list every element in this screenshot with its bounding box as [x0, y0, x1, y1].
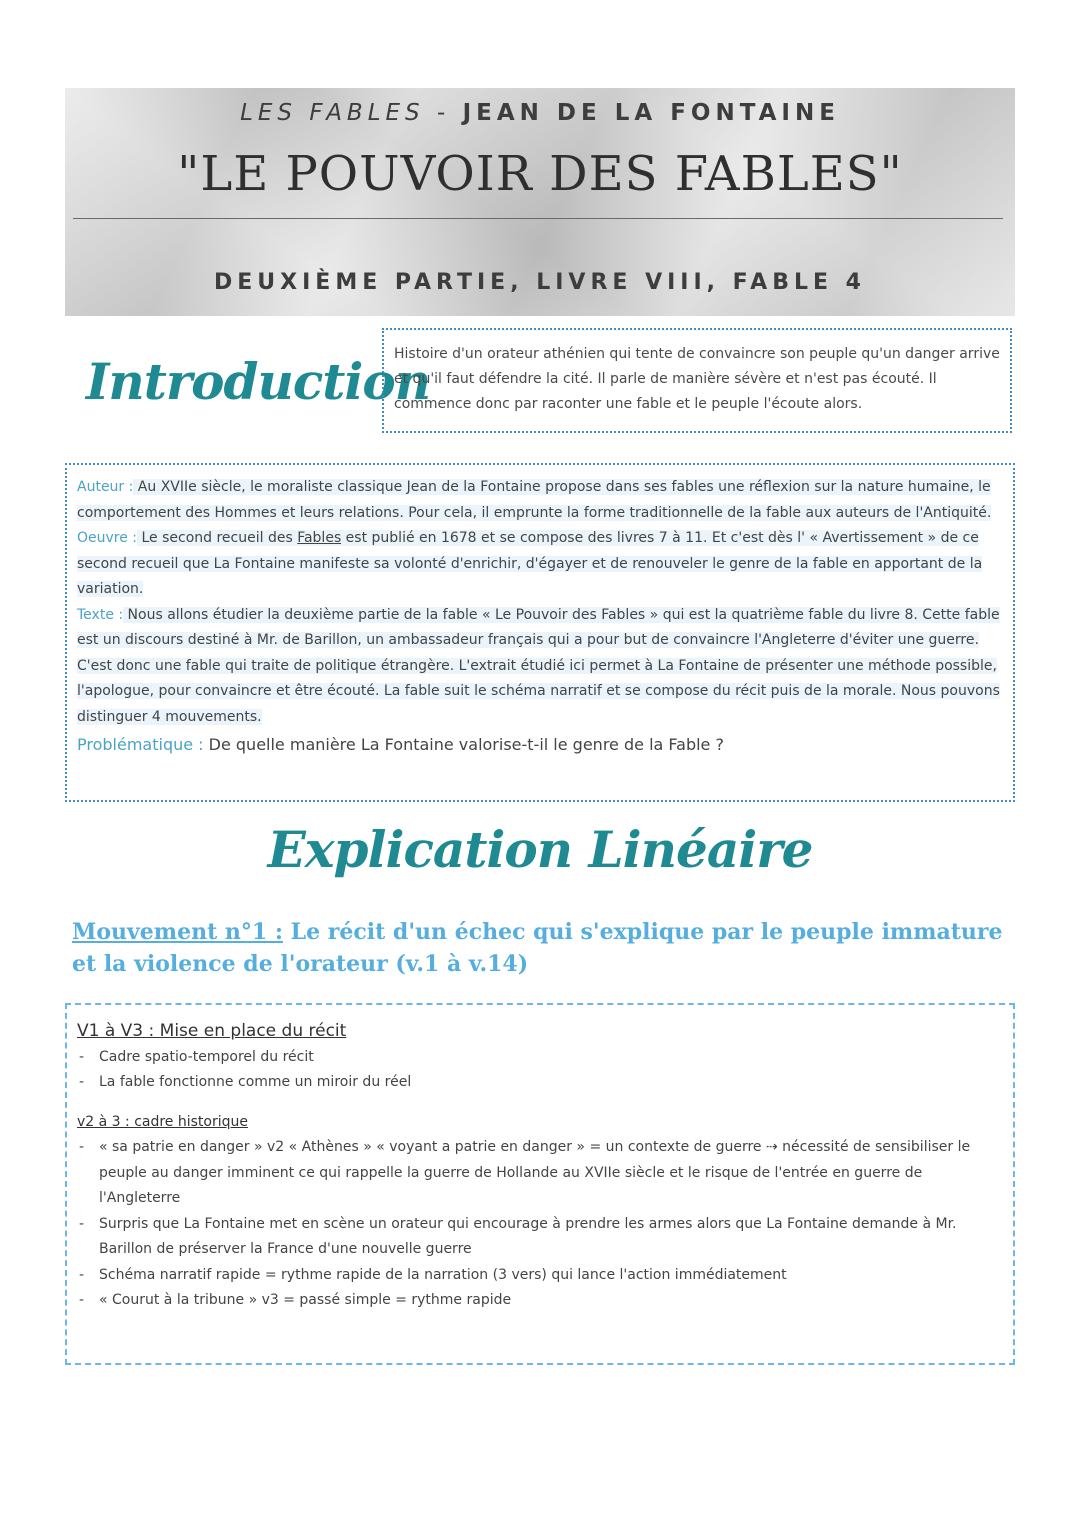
- section-heading-v1-v3: V1 à V3 : Mise en place du récit: [77, 1021, 347, 1041]
- introduction-summary: Histoire d'un orateur athénien qui tente de convaincre son peuple qu'un danger arrive et qu'il faut défendre la cité. Il parle de manière sévère et n'est pas écouté. Il commence donc par raconter une fable et le peuple l'écoute alors.: [394, 346, 1000, 412]
- list-item: - Schéma narratif rapide = rythme rapide de la narration (3 vers) qui lance l'action immédiatement: [77, 1263, 993, 1289]
- problematique-label: Problématique :: [77, 735, 204, 754]
- auteur-paragraph: [77, 475, 1003, 526]
- list-item: - La fable fonctionne comme un miroir du réel: [77, 1070, 993, 1096]
- mouvement-text: Le récit d'un échec qui s'explique par le peuple immature et la violence de l'orateur (v.1 à v.14): [72, 919, 1003, 977]
- introduction-heading: Introduction: [86, 352, 431, 411]
- banner-subtitle: DEUXIÈME PARTIE, LIVRE VIII, FABLE 4: [213, 270, 866, 295]
- list-item: - « Courut à la tribune » v3 = passé simple = rythme rapide: [77, 1288, 993, 1314]
- texte-paragraph: [77, 603, 1003, 731]
- oeuvre-fables-title: Fables: [297, 530, 342, 546]
- banner-author-line: [65, 100, 1015, 126]
- banner-author: JEAN DE LA FONTAINE: [462, 100, 840, 126]
- auteur-text: Au XVIIe siècle, le moraliste classique Jean de la Fontaine propose dans ses fables une réflexion sur la nature humaine, le comportement des Hommes et leurs relations. Pour cela, il emprunte la forme traditionnelle de la fable aux auteurs de l'Antiquité.: [77, 479, 992, 521]
- oeuvre-label: Oeuvre :: [77, 530, 138, 546]
- mouvement-1-box: [65, 1003, 1015, 1365]
- problematique-paragraph: [77, 732, 1003, 758]
- banner-separator: -: [424, 100, 463, 126]
- title-banner: [65, 88, 1015, 316]
- mouvement-label: Mouvement n°1 :: [72, 919, 283, 945]
- context-box: [65, 463, 1015, 802]
- section-list-v1-v3: [77, 1045, 993, 1096]
- oeuvre-text-pre: Le second recueil des: [137, 530, 298, 546]
- list-item: - Surpris que La Fontaine met en scène un orateur qui encourage à prendre les armes alors que La Fontaine demande à Mr. Barillon de préserver la France d'une nouvelle guerre: [77, 1212, 993, 1263]
- list-item: - « sa patrie en danger » v2 « Athènes » « voyant a patrie en danger » = un contexte de guerre ⇢ nécessité de sensibiliser le peuple au danger imminent ce qui rappelle la guerre de Hollande au XVIIe siècle et le risque de l'entrée en guerre de l'Angleterre: [77, 1135, 993, 1212]
- oeuvre-paragraph: [77, 526, 1003, 603]
- problematique-text: De quelle manière La Fontaine valorise-t-il le genre de la Fable ?: [203, 735, 724, 754]
- mouvement-title: [72, 916, 1012, 980]
- texte-label: Texte :: [77, 606, 124, 623]
- banner-series: LES FABLES: [240, 100, 425, 126]
- oeuvre-text-post: est publié en 1678 et se compose des livres 7 à 11. Et c'est dès l' « Avertissement » de ce second recueil que La Fontaine manifeste sa volonté d'enrichir, d'égayer et de renouveler le genre de la fable en apportant de la variation.: [77, 530, 983, 597]
- texte-text: Nous allons étudier la deuxième partie de la fable « Le Pouvoir des Fables » qui est la quatrième fable du livre 8. Cette fable est un discours destiné à Mr. de Barillon, un ambassadeur français qui a pour but de convaincre l'Angleterre d'éviter une guerre. C'est donc une fable qui traite de politique étrangère. L'extrait étudié ici permet à La Fontaine de présenter une méthode possible, l'apologue, pour convaincre et être écouté. La fable suit le schéma narratif et se compose du récit puis de la morale. Nous pouvons distinguer 4 mouvements.: [77, 606, 1000, 725]
- introduction-summary-box: [382, 328, 1012, 433]
- section-heading-v2-v3: v2 à 3 : cadre historique: [77, 1113, 249, 1130]
- banner-divider: [73, 218, 1003, 219]
- list-item: - Cadre spatio-temporel du récit: [77, 1045, 993, 1071]
- explication-heading: Explication Linéaire: [267, 820, 813, 879]
- auteur-label: Auteur :: [77, 479, 134, 495]
- section-list-v2-v3: [77, 1135, 993, 1314]
- page-title: "LE POUVOIR DES FABLES": [177, 146, 903, 202]
